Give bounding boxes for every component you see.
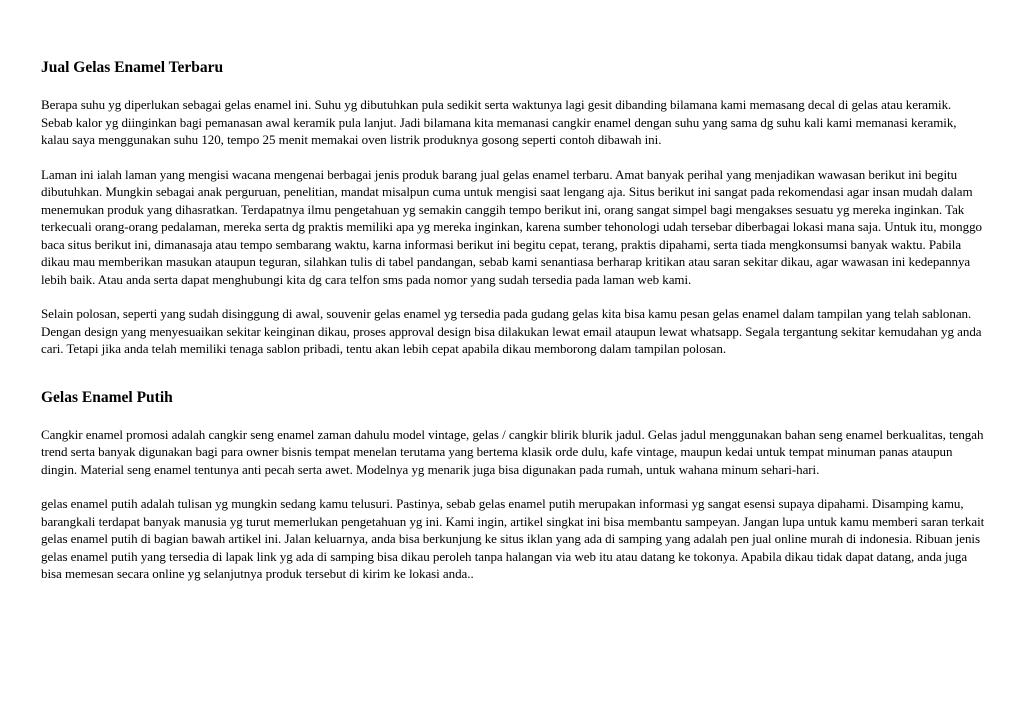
paragraph: Berapa suhu yg diperlukan sebagai gelas enamel ini. Suhu yg dibutuhkan pula sedikit serta waktunya lagi gesit dibanding bilamana kami memasang decal di gelas atau keramik. Sebab kalor yg diinginkan bagi pemanasan awal keramik pula lanjut. Jadi bilamana kita memanasi cangkir enamel dengan suhu yang sama dg suhu kali kami memanasi keramik, kalau saya menggunakan suhu 120, tempo 25 menit memakai oven listrik produknya gosong seperti contoh dibawah ini. [41, 97, 957, 147]
section-heading: Gelas Enamel Putih [41, 388, 173, 406]
paragraph: gelas enamel putih adalah tulisan yg mungkin sedang kamu telusuri. Pastinya, sebab gelas enamel putih merupakan informasi yg sangat esensi supaya dipahami. Disamping kamu, barangkali terdapat banyak manusia yg turut memerlukan pengetahuan yg ini. Kami ingin, artikel singkat ini bisa membantu sampeyan. Jangan lupa untuk kamu memberi saran terkait gelas enamel putih di bagian bawah artikel ini. Jalan keluarnya, anda bisa berkunjung ke situs iklan yang ada di samping yang adalah pen jual online murah di indonesia. Ribuan jenis gelas enamel putih yang tersedia di lapak link yg ada di samping bisa dikau peroleh tanpa halangan via web itu atau datang ke tokonya. Apabila dikau tidak dapat datang, anda juga bisa memesan secara online yg selanjutnya produk tersebut di kirim ke lokasi anda.. [41, 496, 985, 581]
paragraph: Selain polosan, seperti yang sudah disinggung di awal, souvenir gelas enamel yg tersedia pada gudang gelas kita bisa kamu pesan gelas enamel dalam tampilan yang telah sablonan. Dengan design yang menyesuaikan sekitar keinginan dikau, proses approval design bisa dilakukan lewat email ataupun lewat whatsapp. Segala tergantung sekitar kemudahan yg anda cari. Tetapi jika anda telah memiliki tenaga sablon pribadi, tentu akan lebih cepat apabila dikau memborong dalam tampilan polosan. [41, 306, 982, 356]
section-gelas-enamel-putih [41, 388, 985, 583]
paragraph: Cangkir enamel promosi adalah cangkir seng enamel zaman dahulu model vintage, gelas / cangkir blirik blurik jadul. Gelas jadul menggunakan bahan seng enamel berkualitas, tengah trend serta banyak digunakan bagi para owner bisnis tempat menelan terutama yang bertema klasik orde dulu, kafe vintage, maupun kedai untuk tempat minuman panas ataupun dingin. Material seng enamel tentunya anti pecah serta awet. Modelnya yg menarik juga bisa digunakan pada rumah, untuk wahana minum sehari-hari. [41, 426, 984, 477]
section-heading: Jual Gelas Enamel Terbaru [41, 59, 224, 76]
paragraph: Laman ini ialah laman yang mengisi wacana mengenai berbagai jenis produk barang jual gelas enamel terbaru. Amat banyak perihal yang menjadikan wawasan berikut ini begitu dibutuhkan. Mungkin sebagai anak perguruan, penelitian, mandat misalpun cuma untuk mengisi saat lengang aja. Situs berikut ini sangat pada rekomendasi agar insan mudah dalam menemukan produk yang dihasratkan. Terdapatnya ilmu pengetahuan yg semakin canggih tempo berikut ini, orang sangat simpel bagi mengakses sesuatu yg mereka inginkan. Tak terkecuali orang-orang pedalaman, mereka serta dg praktis memiliki apa yg mereka inginkan, karena sumber tehonologi udah tersebar diberbagai lokasi mana saja. Untuk itu, monggo baca situs berikut ini, dimanasaja atau tempo sembarang waktu, karna informasi berikut ini begitu cepat, terang, praktis dipahami, serta tiada mengkonsumsi banyak waktu. Pabila dikau mau memberikan masukan ataupun teguran, silahkan tulis di tabel pandangan, sebab kami senantiasa berharap kritikan atau saran sekitar dikau, agar wawasan ini kedepannya lebih baik. Atau anda serta dapat menghubungi kita dg cara telfon sms pada nomor yang sudah tersedia pada laman web kami. [41, 166, 982, 287]
section-jual-gelas-enamel-terbaru [41, 58, 985, 358]
document-page [41, 58, 985, 600]
